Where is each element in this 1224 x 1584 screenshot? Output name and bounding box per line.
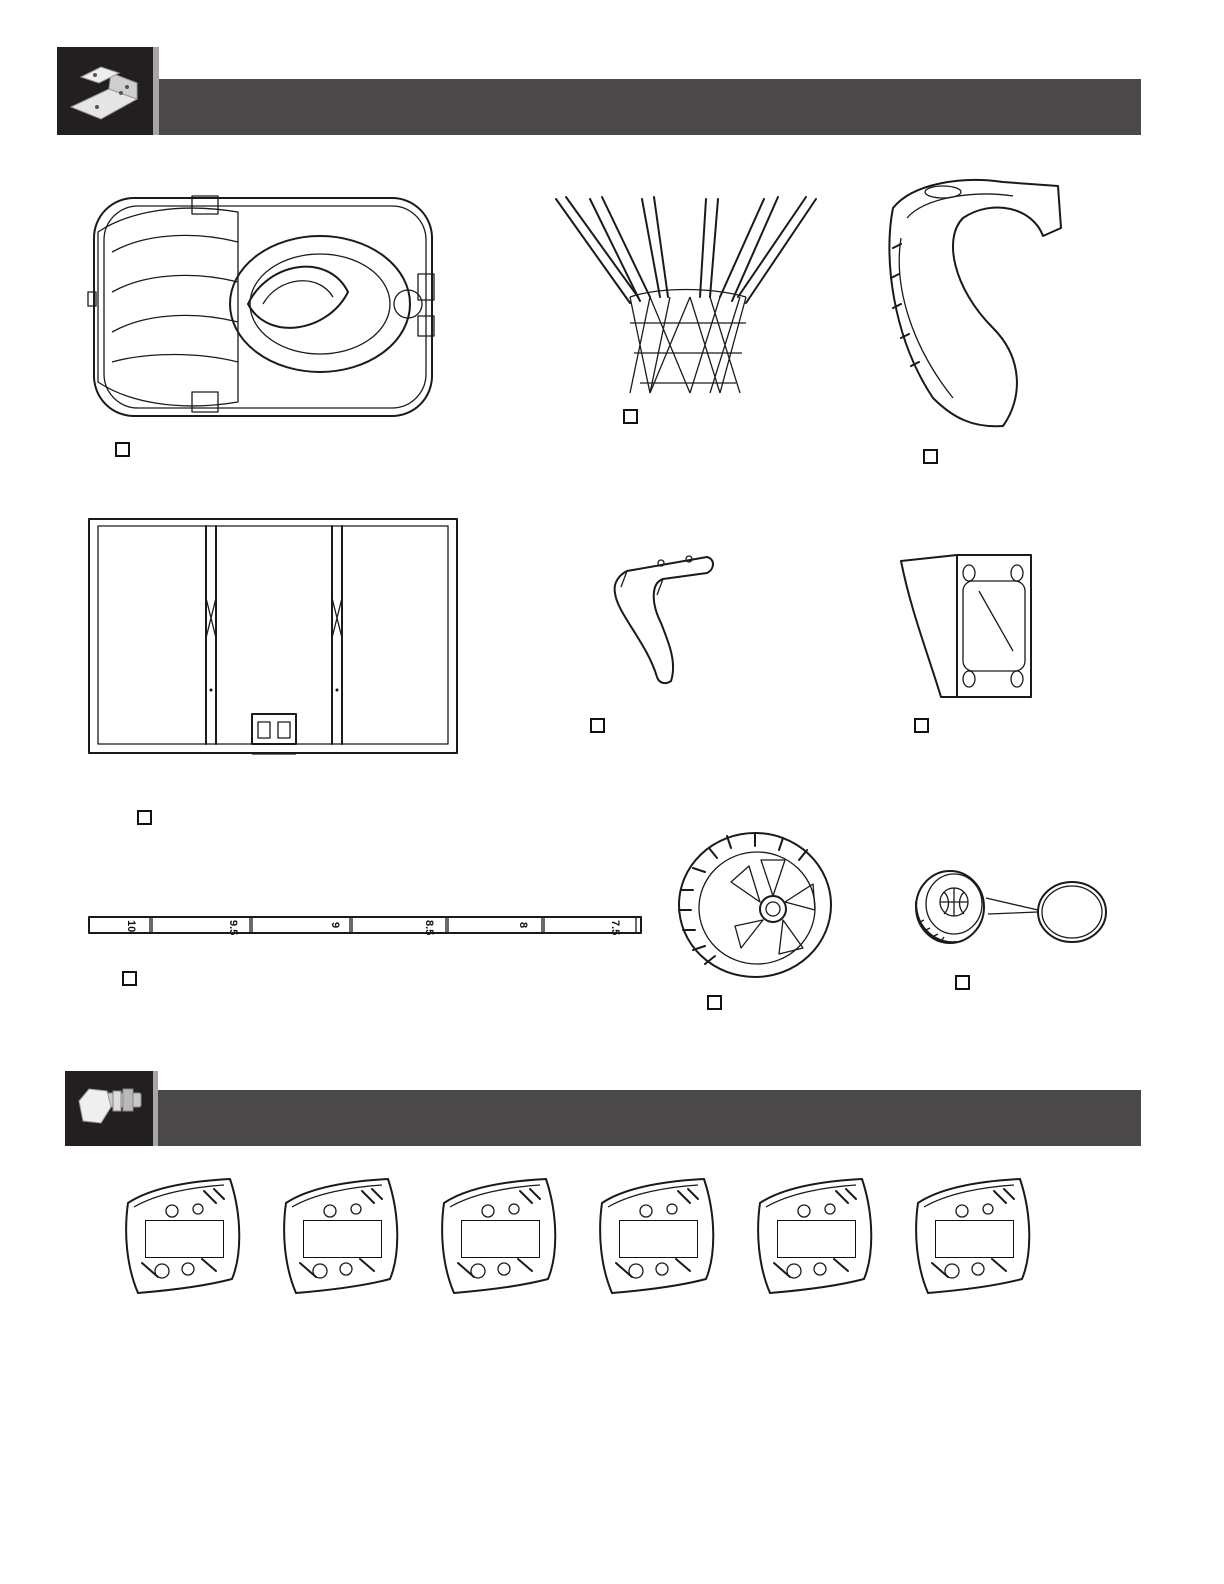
backboard-part xyxy=(88,518,460,758)
support-arm-part xyxy=(883,178,1068,428)
hardware-pack-2 xyxy=(280,1175,400,1295)
height-pole-checkbox[interactable] xyxy=(122,971,137,986)
hardware-icon-tile xyxy=(65,1071,153,1146)
net-part xyxy=(550,193,820,398)
hardware-label-box xyxy=(619,1220,698,1258)
backboard-frame-checkbox[interactable] xyxy=(115,442,130,457)
parts-icon-tile xyxy=(57,47,153,135)
support-arm-checkbox[interactable] xyxy=(923,449,938,464)
hardware-label-box xyxy=(935,1220,1014,1258)
mounting-block-part xyxy=(897,551,1037,701)
hardware-label-box xyxy=(145,1220,224,1258)
hardware-pack-6 xyxy=(912,1175,1032,1295)
pole-marking: 9 xyxy=(329,922,341,929)
height-pole-part xyxy=(88,916,643,936)
pole-marking: 8.5 xyxy=(423,920,435,936)
valve-cap-checkbox[interactable] xyxy=(955,975,970,990)
wheel-part xyxy=(675,830,835,980)
valve-cap-part xyxy=(910,862,1110,952)
pole-marking: 7.5 xyxy=(609,920,621,936)
hardware-label-box xyxy=(461,1220,540,1258)
hardware-pack-3 xyxy=(438,1175,558,1295)
hardware-pack-5 xyxy=(754,1175,874,1295)
bolt-nut-icon xyxy=(65,1071,153,1146)
pole-marking: 9.5 xyxy=(227,920,239,936)
hardware-pack-1 xyxy=(122,1175,242,1295)
hardware-pack-4 xyxy=(596,1175,716,1295)
backboard-checkbox[interactable] xyxy=(137,810,152,825)
wheel-checkbox[interactable] xyxy=(707,995,722,1010)
pole-marking: 8 xyxy=(517,922,529,929)
small-brace-checkbox[interactable] xyxy=(590,718,605,733)
small-brace-part xyxy=(607,553,717,688)
hardware-header-bar xyxy=(158,1090,1141,1146)
hardware-label-box xyxy=(303,1220,382,1258)
backboard-frame-part xyxy=(88,192,438,422)
net-checkbox[interactable] xyxy=(623,409,638,424)
hardware-label-box xyxy=(777,1220,856,1258)
mounting-block-checkbox[interactable] xyxy=(914,718,929,733)
parts-header-bar xyxy=(159,79,1141,135)
pole-marking: 10 xyxy=(125,920,137,933)
bracket-icon xyxy=(57,47,153,135)
